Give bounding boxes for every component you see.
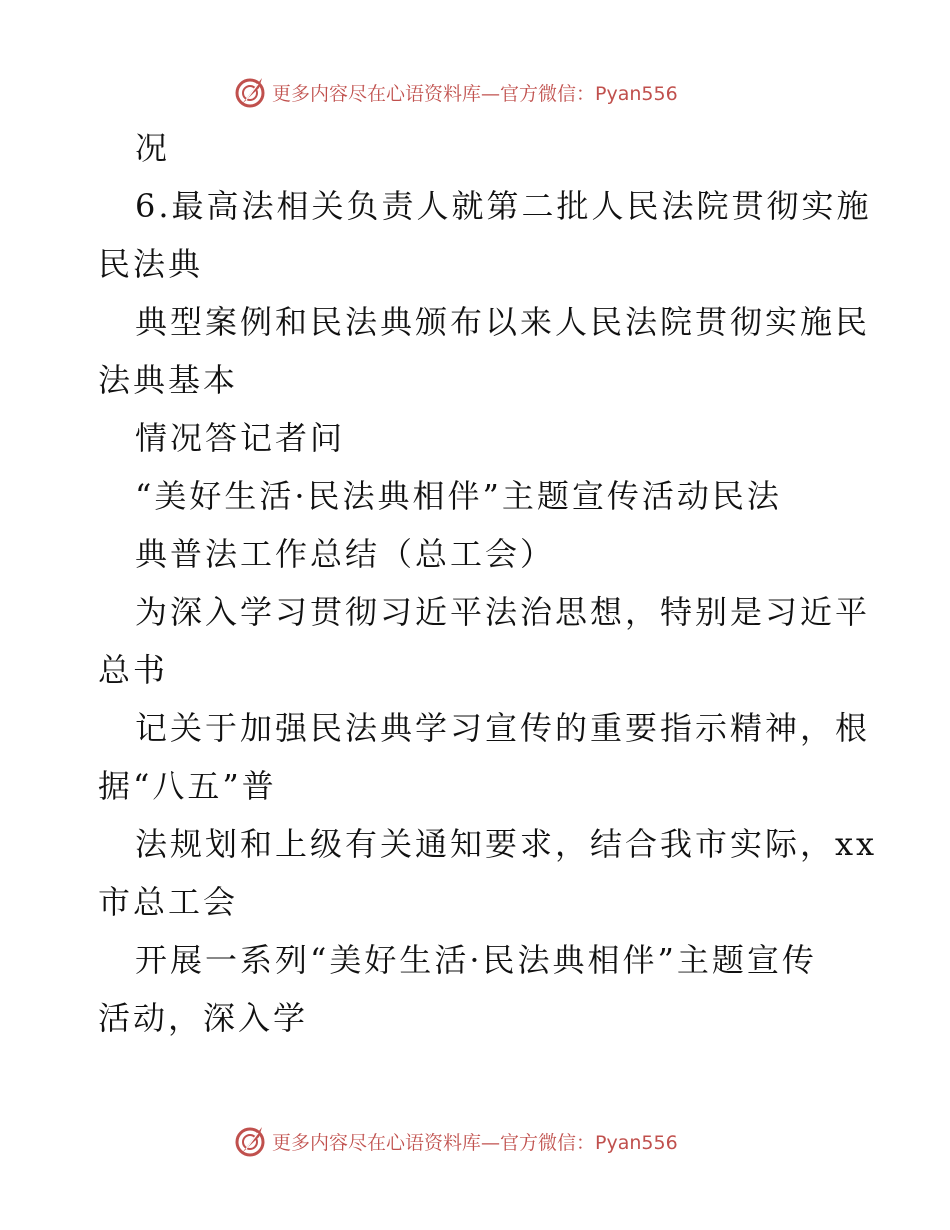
watermark-text bbox=[272, 1128, 678, 1155]
text-line: “美好生活·民法典相伴”主题宣传活动民法 bbox=[135, 477, 782, 515]
header-watermark bbox=[232, 72, 678, 112]
text-line: 典型案例和民法典颁布以来人民法院贯彻实施民 bbox=[135, 303, 871, 341]
text-line: 况 bbox=[135, 129, 171, 167]
text-line: 6.最高法相关负责人就第二批人民法院贯彻实施 bbox=[135, 187, 872, 225]
text-line: 法典基本 bbox=[98, 361, 239, 399]
text-line: 开展一系列“美好生活·民法典相伴”主题宣传 bbox=[135, 941, 817, 979]
watermark-wechat-id: Pyan556 bbox=[595, 82, 678, 105]
watermark-text-cn: 更多内容尽在心语资料库—官方微信： bbox=[272, 82, 596, 105]
watermark-text-cn: 更多内容尽在心语资料库—官方微信： bbox=[272, 1131, 596, 1154]
quill-logo-icon bbox=[232, 74, 268, 110]
text-line: 法规划和上级有关通知要求，结合我市实际，xx bbox=[135, 825, 878, 863]
text-line: 活动，深入学 bbox=[98, 999, 309, 1037]
text-line: 典普法工作总结（总工会） bbox=[135, 535, 556, 573]
text-line: 民法典 bbox=[98, 245, 204, 283]
watermark-text bbox=[272, 79, 678, 106]
quill-logo-icon bbox=[232, 1123, 268, 1159]
watermark-wechat-id: Pyan556 bbox=[595, 1131, 678, 1154]
text-line: 情况答记者问 bbox=[135, 419, 346, 457]
footer-watermark bbox=[232, 1121, 678, 1161]
text-line: 记关于加强民法典学习宣传的重要指示精神，根 bbox=[135, 709, 871, 747]
text-line: 据“八五”普 bbox=[98, 767, 277, 805]
text-line: 总书 bbox=[98, 651, 169, 689]
text-line: 为深入学习贯彻习近平法治思想，特别是习近平 bbox=[135, 593, 871, 631]
text-line: 市总工会 bbox=[98, 883, 239, 921]
